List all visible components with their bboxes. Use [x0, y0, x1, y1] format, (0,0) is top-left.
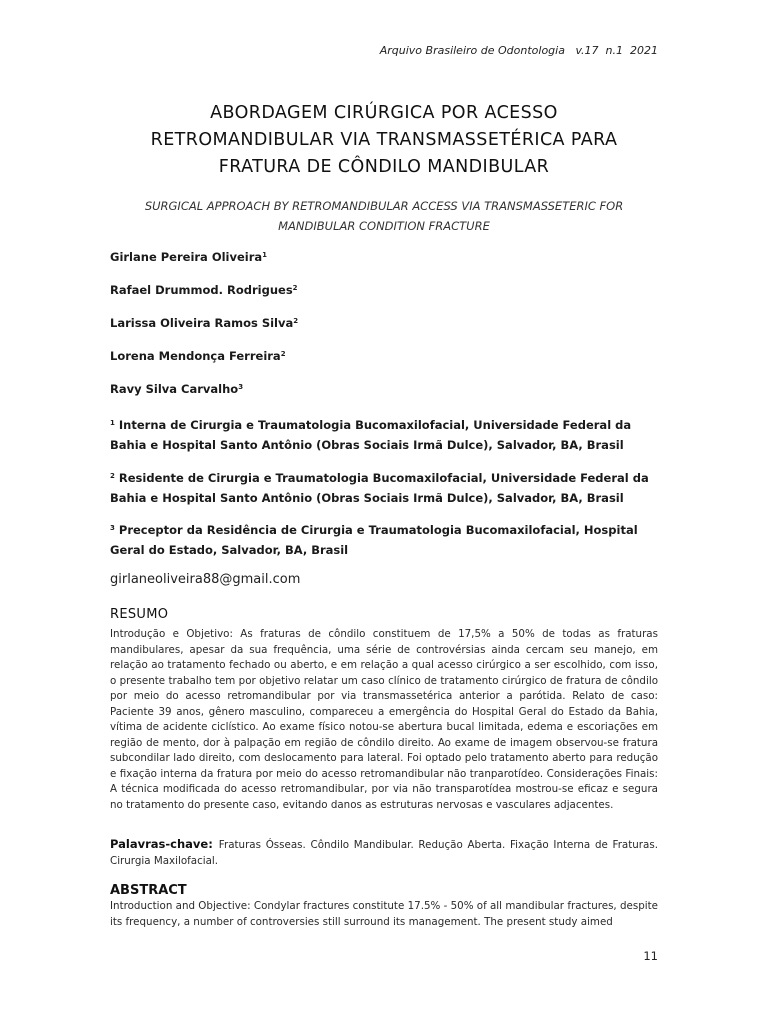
journal-header: Arquivo Brasileiro de Odontologia v.17 n.1 2021 [379, 44, 658, 57]
author-name: Girlane Pereira Oliveira$^1$ [110, 250, 268, 264]
subtitle-line: MANDIBULAR CONDITION FRACTURE [278, 219, 490, 233]
page-number: 11 [643, 949, 658, 963]
abstract-heading: ABSTRACT [110, 883, 187, 898]
author-affiliation-marker: 2 [293, 317, 299, 325]
affiliation: $^1$ Interna de Cirurgia e Traumatologia Bucomaxilofacial, Universidade Federal da Bahia e Hospital Santo Antônio (Obras Sociais Irmã Dulce), Salvador, BA, Brasil [110, 418, 632, 452]
author-affiliation-marker: 1 [262, 251, 268, 259]
paper-title [110, 100, 658, 181]
author-name: Rafael Drummod. Rodrigues$^2$ [110, 283, 298, 297]
author-name: Ravy Silva Carvalho$^3$ [110, 382, 244, 396]
affiliation: $^3$ Preceptor da Residência de Cirurgia e Traumatologia Bucomaxilofacial, Hospital Geral do Estado, Salvador, BA, Brasil [110, 523, 638, 557]
author-name: Larissa Oliveira Ramos Silva$^2$ [110, 316, 299, 330]
title-line: ABORDAGEM CIRÚRGICA POR ACESSO [210, 103, 558, 123]
author-affiliation-marker: 3 [238, 383, 244, 391]
paper-subtitle [110, 196, 658, 236]
title-line: FRATURA DE CÔNDILO MANDIBULAR [218, 157, 550, 177]
keywords-text: Fraturas Ósseas. Côndilo Mandibular. Redução Aberta. Fixação Interna de Fraturas. Cirurgia Maxilofacial. [110, 839, 658, 867]
author-name: Lorena Mendonça Ferreira$^2$ [110, 349, 286, 363]
author-affiliation-marker: 2 [292, 284, 298, 292]
abstract-text: Introduction and Objective: Condylar fractures constitute 17.5% - 50% of all mandibular fractures, despite its frequency, a number of controversies still surround its management. The present study aimed [110, 900, 658, 928]
author-affiliation-marker: 2 [280, 350, 286, 358]
title-line: RETROMANDIBULAR VIA TRANSMASSETÉRICA PARA [150, 130, 618, 150]
keywords [110, 836, 658, 869]
affiliation: $^2$ Residente de Cirurgia e Traumatologia Bucomaxilofacial, Universidade Federal da Bahia e Hospital Santo Antônio (Obras Sociais Irmã Dulce), Salvador, BA, Brasil [110, 471, 649, 505]
resumo-heading: RESUMO [110, 607, 169, 622]
subtitle-line: SURGICAL APPROACH BY RETROMANDIBULAR ACCESS VIA TRANSMASSETERIC FOR [144, 199, 624, 213]
keywords-label: Palavras-chave: [110, 837, 213, 851]
contact-email[interactable]: girlaneoliveira88@gmail.com [110, 572, 301, 587]
resumo-text: Introdução e Objetivo: As fraturas de côndilo constituem de 17,5% a 50% de todas as fraturas mandibulares, apesar da sua frequência, uma série de controvérsias ainda cercam seu manejo, em relação ao tratamento fechado ou aberto, e em relação a qual acesso cirúrgico a ser escolhido, com isso, o presente trabalho tem por objetivo relatar um caso clínico de tratamento cirúrgico de fratura de côndilo por meio do acesso retromandibular por via transmassetérica anterior a parótida. Relato de caso: Paciente 39 anos, gênero masculino, compareceu a emergência do Hospital Geral do Estado da Bahia, vítima de acidente ciclístico. Ao exame físico notou-se abertura bucal limitada, edema e escoriações em região de mento, dor à palpação em região de côndilo direito. Ao exame de imagem observou-se fratura subcondilar lado direito, com deslocamento para lateral. Foi optado pelo tratamento aberto para redução e fixação interna da fratura por meio do acesso retromandibular não tranparotídeo. Considerações Finais: A técnica modificada do acesso retromandibular, por via não transparotídea mostrou-se eficaz e segura no tratamento do presente caso, evitando danos as estruturas nervosas e vasculares adjacentes. [110, 628, 658, 811]
